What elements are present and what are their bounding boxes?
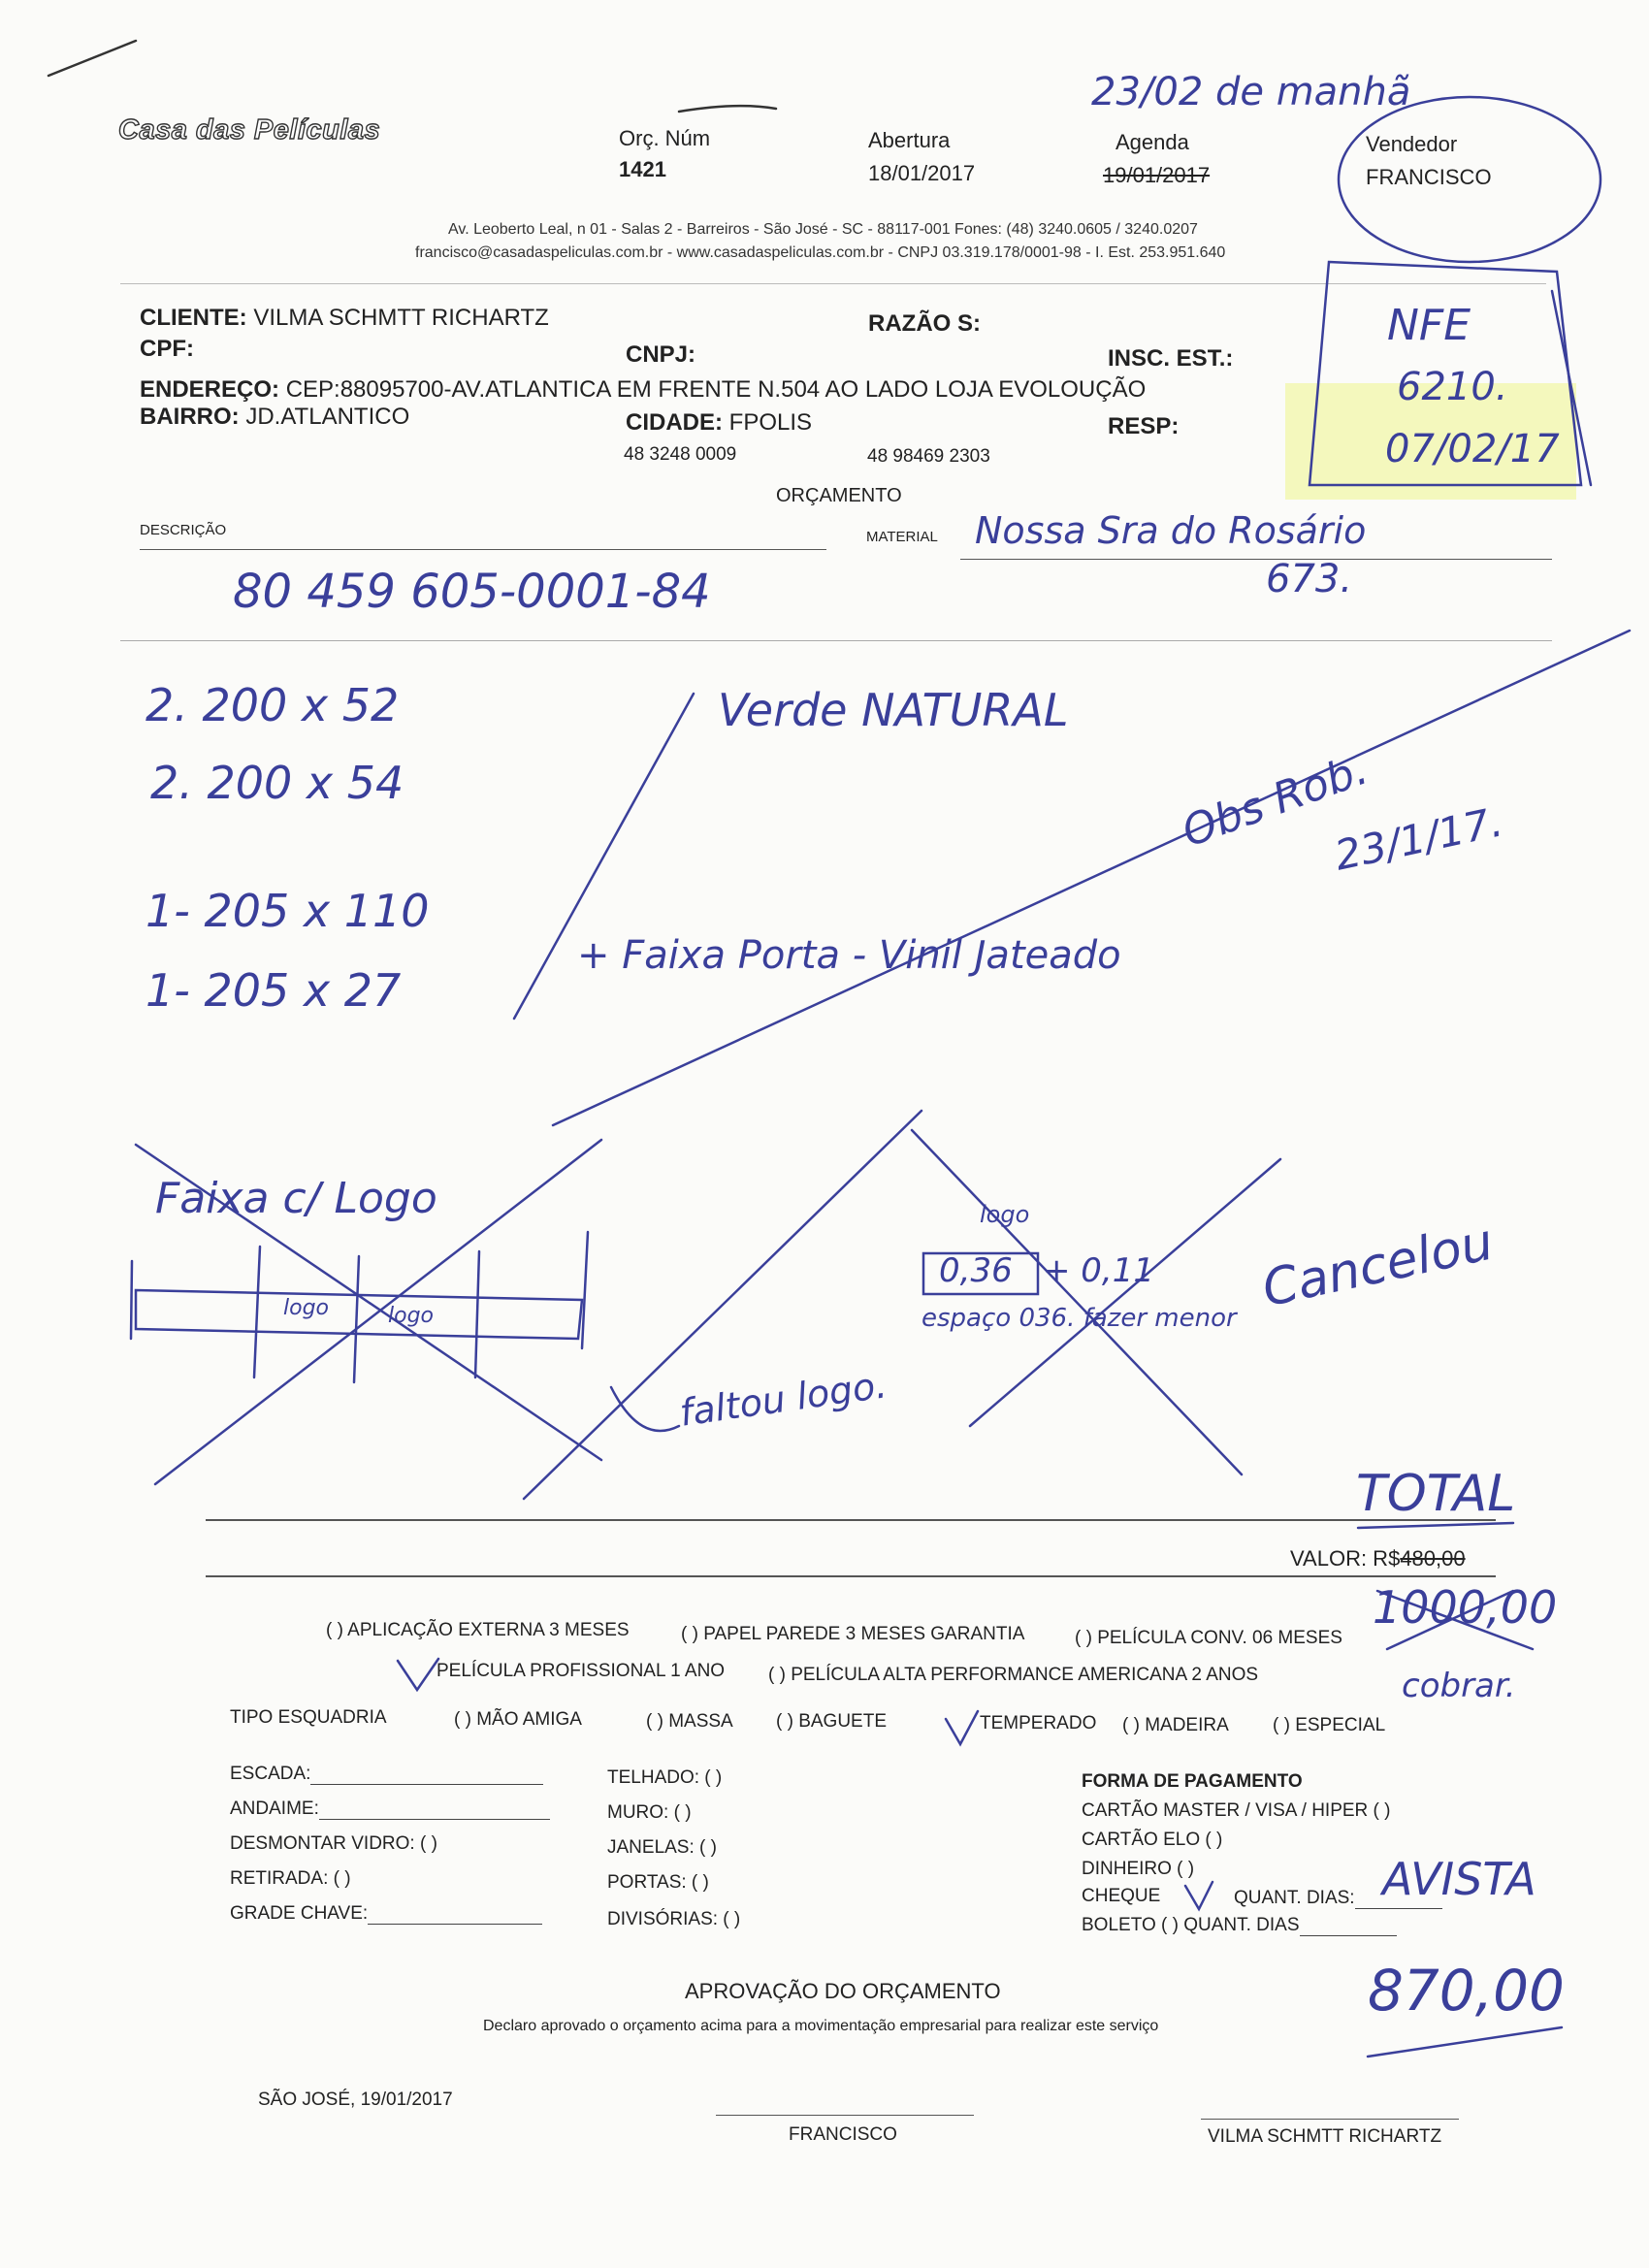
hw-faixa-logo: Faixa c/ Logo xyxy=(155,1174,437,1223)
portas[interactable]: PORTAS: ( ) xyxy=(607,1872,709,1893)
aprovacao-title: APROVAÇÃO DO ORÇAMENTO xyxy=(685,1979,1001,2003)
hw-cancelou: Cancelou xyxy=(1257,1213,1499,1319)
address-line-2: francisco@casadaspeliculas.com.br - www.casadaspeliculas.com.br - CNPJ 03.319.178/0001-98 - I. Est. 253.951.640 xyxy=(415,244,1226,261)
descricao-label: DESCRIÇÃO xyxy=(140,522,227,538)
endereco-label: ENDEREÇO: xyxy=(140,376,280,403)
divisorias[interactable]: DIVISÓRIAS: ( ) xyxy=(607,1909,741,1929)
tipo-baguete[interactable]: ( ) BAGUETE xyxy=(776,1711,888,1732)
insc-label: INSC. EST.: xyxy=(1108,345,1234,372)
retirada[interactable]: RETIRADA: ( ) xyxy=(230,1868,351,1889)
local-data: SÃO JOSÉ, 19/01/2017 xyxy=(258,2090,453,2110)
hw-cobrar: cobrar. xyxy=(1402,1667,1516,1705)
hw-agenda-new: 23/02 de manhã xyxy=(1091,70,1411,114)
abertura-label: Abertura xyxy=(868,128,951,152)
muro[interactable]: MURO: ( ) xyxy=(607,1802,692,1823)
option-pelicula-conv[interactable]: ( ) PELÍCULA CONV. 06 MESES xyxy=(1075,1628,1342,1648)
option-aplicacao-externa[interactable]: ( ) APLICAÇÃO EXTERNA 3 MESES xyxy=(326,1620,630,1640)
resp-label: RESP: xyxy=(1108,413,1180,439)
telhado[interactable]: TELHADO: ( ) xyxy=(607,1767,723,1788)
hw-total: TOTAL xyxy=(1356,1465,1516,1523)
tipo-mao-amiga[interactable]: ( ) MÃO AMIGA xyxy=(454,1709,582,1730)
pagamento-dinheiro[interactable]: DINHEIRO ( ) xyxy=(1082,1859,1195,1879)
signature-1: FRANCISCO xyxy=(789,2124,897,2145)
crossout-line xyxy=(553,631,1630,1125)
logo-strip-divider xyxy=(475,1251,479,1377)
tipo-esquadria-label: TIPO ESQUADRIA xyxy=(230,1707,387,1728)
hw-cnpj: 80 459 605-0001-84 xyxy=(233,565,711,619)
logo-strip-divider xyxy=(131,1261,132,1339)
checkmark xyxy=(946,1711,978,1744)
address-line-1: Av. Leoberto Leal, n 01 - Salas 2 - Barreiros - São José - SC - 88117-001 Fones: (48) 3240.0605 / 3240.0207 xyxy=(448,221,1198,238)
pagamento-elo[interactable]: CARTÃO ELO ( ) xyxy=(1082,1830,1223,1850)
janelas[interactable]: JANELAS: ( ) xyxy=(607,1837,717,1858)
tipo-madeira[interactable]: ( ) MADEIRA xyxy=(1122,1715,1229,1735)
pagamento-cartao[interactable]: CARTÃO MASTER / VISA / HIPER ( ) xyxy=(1082,1800,1391,1821)
quant-dias-label: QUANT. DIAS: xyxy=(1234,1888,1355,1908)
hw-obs-2: 23/1/17. xyxy=(1330,797,1507,880)
hw-valor: 1000,00 xyxy=(1373,1581,1558,1634)
vendedor-circle xyxy=(1339,97,1600,262)
razao-label: RAZÃO S: xyxy=(868,310,981,337)
signature-2: VILMA SCHMTT RICHARTZ xyxy=(1208,2126,1442,2147)
hw-espaco: espaço 036. fazer menor xyxy=(922,1304,1237,1333)
hw-medida-2: + 0,11 xyxy=(1043,1251,1154,1290)
material-label: MATERIAL xyxy=(866,529,938,545)
x-cross xyxy=(912,1130,1242,1474)
desmontar-vidro[interactable]: DESMONTAR VIDRO: ( ) xyxy=(230,1833,437,1854)
company-logo: Casa das Películas xyxy=(118,114,381,146)
pagamento-cheque[interactable]: CHEQUE xyxy=(1082,1886,1161,1906)
andaime-label: ANDAIME: xyxy=(230,1798,319,1819)
hw-medida: 0,36 xyxy=(939,1251,1013,1290)
orc-label: Orç. Núm xyxy=(619,126,711,150)
hw-logo-box-2: logo xyxy=(388,1304,434,1328)
vendedor-label: Vendedor xyxy=(1366,132,1458,156)
vendedor-value: FRANCISCO xyxy=(1366,165,1492,189)
hw-item-3: 1- 205 x 110 xyxy=(146,885,430,937)
bairro-value: JD.ATLANTICO xyxy=(245,404,410,430)
checkmark xyxy=(1185,1882,1212,1909)
final-underline xyxy=(1368,2027,1562,2057)
abertura-value: 18/01/2017 xyxy=(868,161,976,185)
option-pelicula-profissional[interactable]: PELÍCULA PROFISSIONAL 1 ANO xyxy=(436,1661,726,1681)
valor-label: VALOR: R$ xyxy=(1290,1546,1401,1571)
hw-obs-1: Obs Rob. xyxy=(1176,744,1374,858)
orc-value: 1421 xyxy=(619,157,666,181)
tipo-especial[interactable]: ( ) ESPECIAL xyxy=(1273,1715,1386,1735)
total-underline xyxy=(1358,1523,1513,1528)
hw-avista: AVISTA xyxy=(1382,1853,1536,1905)
endereco-value: CEP:88095700-AV.ATLANTICA EM FRENTE N.504 AO LADO LOJA EVOLOUÇÃO xyxy=(285,376,1147,403)
cliente-value: VILMA SCHMTT RICHARTZ xyxy=(253,305,549,331)
logo-strip-divider xyxy=(254,1247,260,1377)
hw-material: Nossa Sra do Rosário xyxy=(975,509,1367,552)
hw-item-4: 1- 205 x 27 xyxy=(146,964,402,1017)
cidade-value: FPOLIS xyxy=(728,409,813,436)
cliente-label: CLIENTE: xyxy=(140,305,247,331)
agenda-value: 19/01/2017 xyxy=(1103,163,1211,187)
option-pelicula-alta-performance[interactable]: ( ) PELÍCULA ALTA PERFORMANCE AMERICANA 2 ANOS xyxy=(768,1665,1259,1685)
bairro-label: BAIRRO: xyxy=(140,404,240,430)
cidade-label: CIDADE: xyxy=(626,409,723,436)
stray-mark xyxy=(48,41,136,76)
option-papel-parede[interactable]: ( ) PAPEL PAREDE 3 MESES GARANTIA xyxy=(681,1624,1025,1644)
x-cross xyxy=(970,1159,1280,1426)
cpf-label: CPF: xyxy=(140,336,194,362)
agenda-label: Agenda xyxy=(1116,130,1189,154)
hw-final-value: 870,00 xyxy=(1368,1958,1565,2024)
pagamento-boleto[interactable]: BOLETO ( ) QUANT. DIAS xyxy=(1082,1915,1300,1935)
cnpj-label: CNPJ: xyxy=(626,341,696,368)
hw-nfe-3: 07/02/17 xyxy=(1385,427,1560,471)
arrow xyxy=(611,1387,679,1431)
grade-chave-label: GRADE CHAVE: xyxy=(230,1903,369,1924)
pagamento-title: FORMA DE PAGAMENTO xyxy=(1082,1771,1303,1792)
hw-nfe-2: 6210. xyxy=(1397,365,1508,409)
logo-strip xyxy=(136,1290,582,1339)
aprovacao-text: Declaro aprovado o orçamento acima para a movimentação empresarial para realizar este serviço xyxy=(483,2018,1159,2034)
tipo-massa[interactable]: ( ) MASSA xyxy=(646,1711,733,1732)
phone-1: 48 3248 0009 xyxy=(624,444,737,465)
hw-logo-box-1: logo xyxy=(283,1296,329,1320)
valor-value: 480,00 xyxy=(1400,1546,1466,1571)
escada-label: ESCADA: xyxy=(230,1764,311,1784)
phone-2: 48 98469 2303 xyxy=(867,446,990,467)
hw-verde: Verde NATURAL xyxy=(718,684,1069,736)
tipo-temperado[interactable]: TEMPERADO xyxy=(980,1713,1097,1733)
hw-logo-small: logo xyxy=(980,1201,1030,1228)
orcamento-title: ORÇAMENTO xyxy=(776,485,902,506)
checkmark xyxy=(398,1659,438,1690)
logo-strip-divider xyxy=(354,1256,359,1382)
hw-item-1: 2. 200 x 52 xyxy=(146,679,400,731)
hw-material-num: 673. xyxy=(1266,557,1353,601)
hw-faixa-porta: + Faixa Porta - Vinil Jateado xyxy=(577,933,1121,978)
hw-item-2: 2. 200 x 54 xyxy=(150,757,404,809)
hw-faltou: faltou logo. xyxy=(676,1363,889,1435)
stray-mark xyxy=(679,106,776,112)
logo-strip-divider xyxy=(582,1232,588,1348)
hw-nfe-1: NFE xyxy=(1387,301,1471,350)
